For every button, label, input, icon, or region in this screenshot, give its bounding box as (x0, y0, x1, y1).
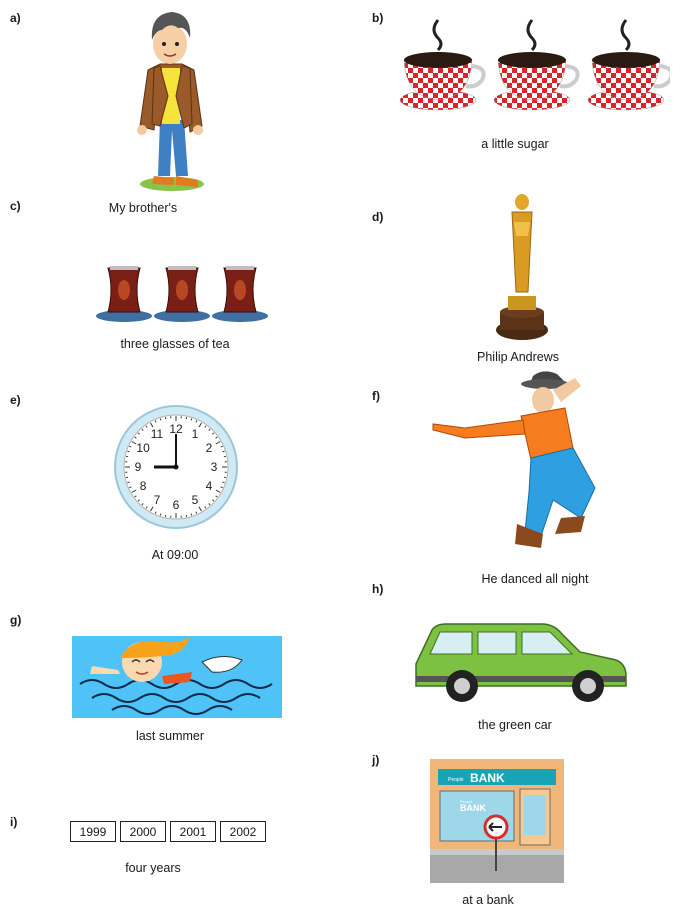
clock-tick (223, 482, 225, 483)
clock-number: 8 (139, 479, 147, 493)
clock-number: 11 (150, 427, 164, 442)
item-label-a: a) (10, 11, 21, 25)
year-boxes (70, 821, 266, 842)
year-box: 1999 (70, 821, 116, 842)
item-caption-a: My brother's (108, 201, 178, 215)
item-caption-c: three glasses of tea (120, 337, 230, 351)
clock-tick (223, 451, 225, 452)
swimming-girl-icon (72, 636, 282, 718)
wall-clock-icon (113, 404, 239, 530)
item-label-d: d) (372, 210, 384, 224)
clock-number: 10 (136, 441, 150, 455)
item-label-b: b) (372, 11, 384, 25)
clock-number: 6 (172, 498, 180, 512)
coffee-cups-icon (398, 18, 670, 114)
boy-in-jacket-icon (130, 8, 210, 193)
item-label-g: g) (10, 613, 22, 627)
clock-tick (160, 418, 161, 420)
item-caption-e: At 09:00 (151, 548, 199, 562)
item-caption-j: at a bank (462, 893, 514, 907)
item-label-h: h) (372, 582, 384, 596)
clock-number: 2 (205, 441, 213, 455)
clock-number: 9 (134, 460, 142, 474)
item-label-c: c) (10, 199, 21, 213)
oscar-statuette-icon (494, 192, 550, 342)
year-box: 2002 (220, 821, 266, 842)
clock-tick (127, 482, 129, 483)
clock-number: 4 (205, 479, 213, 493)
clock-tick (191, 514, 192, 516)
item-caption-f: He danced all night (481, 572, 589, 586)
year-box: 2001 (170, 821, 216, 842)
bank-window-small: People (460, 799, 473, 804)
item-caption-h: the green car (478, 718, 552, 732)
item-caption-g: last summer (135, 729, 205, 743)
clock-tick (127, 451, 129, 452)
item-label-e: e) (10, 393, 21, 407)
bank-sign: BANK (470, 771, 505, 785)
item-caption-b: a little sugar (481, 137, 549, 151)
green-car-icon (412, 620, 628, 704)
bank-sign-small: People (448, 777, 464, 783)
clock-number: 3 (210, 460, 218, 474)
clock-number: 12 (169, 422, 183, 436)
item-label-i: i) (10, 815, 18, 829)
bank-window: BANK (460, 803, 486, 813)
dancing-man-icon (425, 368, 605, 564)
clock-tick (160, 514, 161, 516)
clock-number: 1 (191, 427, 199, 442)
item-label-j: j) (372, 753, 380, 767)
item-label-f: f) (372, 389, 380, 403)
clock-number: 5 (191, 492, 199, 507)
clock-tick (191, 418, 192, 420)
item-caption-i: four years (125, 861, 181, 875)
clock-number: 7 (153, 492, 161, 507)
item-caption-d: Philip Andrews (477, 350, 559, 364)
bank-front-icon (430, 759, 564, 883)
tea-glasses-icon (96, 262, 268, 324)
year-box: 2000 (120, 821, 166, 842)
